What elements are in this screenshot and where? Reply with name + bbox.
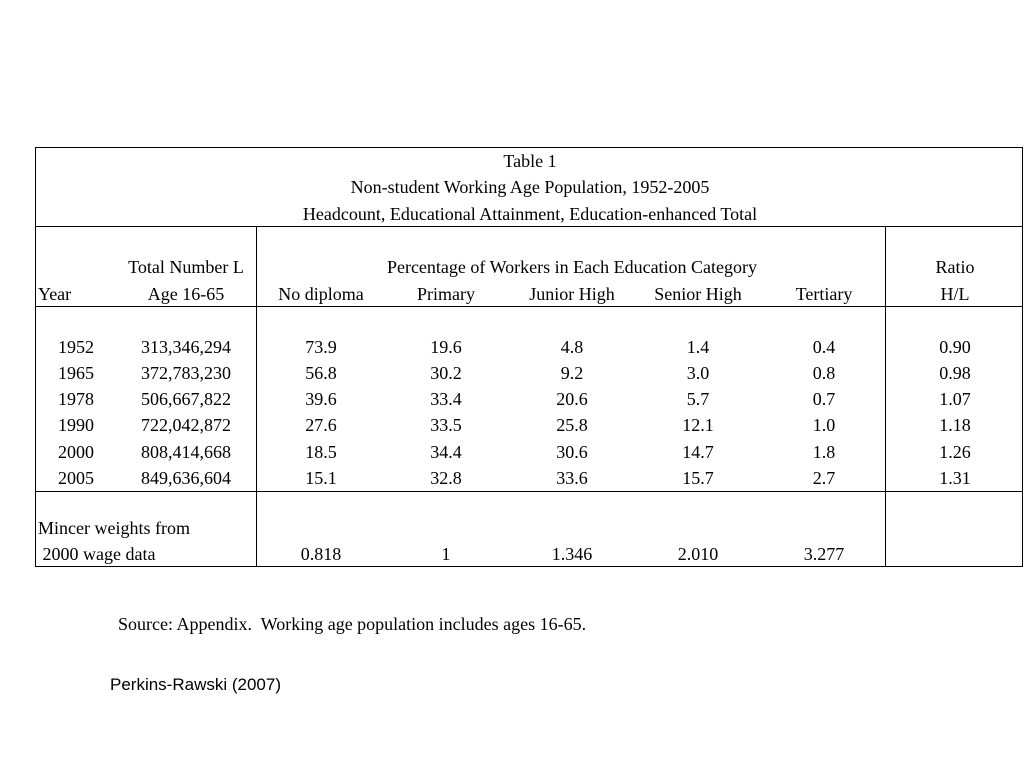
mincer-junior-high: 1.346 xyxy=(551,544,593,564)
header-ratio-line2: H/L xyxy=(940,284,970,304)
mincer-primary: 1 xyxy=(441,544,451,564)
cell-total: 722,042,872 xyxy=(141,415,231,435)
mincer-label-line1: Mincer weights from xyxy=(38,518,190,538)
table-subtitle: Non-student Working Age Population, 1952-2005 xyxy=(350,177,710,197)
cell-junior-high: 30.6 xyxy=(556,442,588,462)
cell-senior-high: 5.7 xyxy=(686,389,710,409)
cell-primary: 33.5 xyxy=(430,415,462,435)
rule-below-title xyxy=(35,226,1023,227)
cell-total: 849,636,604 xyxy=(141,468,231,488)
cell-no-diploma: 56.8 xyxy=(305,363,337,383)
cell-ratio: 0.90 xyxy=(939,337,971,357)
header-ratio-line1: Ratio xyxy=(935,257,975,277)
cell-senior-high: 14.7 xyxy=(682,442,714,462)
cell-ratio: 1.31 xyxy=(939,468,971,488)
cell-junior-high: 25.8 xyxy=(556,415,588,435)
header-junior-high: Junior High xyxy=(529,284,615,304)
cell-total: 372,783,230 xyxy=(141,363,231,383)
cell-no-diploma: 27.6 xyxy=(305,415,337,435)
header-no-diploma: No diploma xyxy=(278,284,364,304)
cell-no-diploma: 73.9 xyxy=(305,337,337,357)
cell-primary: 19.6 xyxy=(430,337,462,357)
cell-total: 506,667,822 xyxy=(141,389,231,409)
cell-senior-high: 1.4 xyxy=(686,337,710,357)
cell-ratio: 0.98 xyxy=(939,363,971,383)
header-total-line1: Total Number L xyxy=(128,257,244,277)
rule-left-of-percentages xyxy=(256,226,257,567)
cell-no-diploma: 39.6 xyxy=(305,389,337,409)
header-senior-high: Senior High xyxy=(654,284,742,304)
cell-primary: 30.2 xyxy=(430,363,462,383)
cell-junior-high: 4.8 xyxy=(560,337,584,357)
header-primary: Primary xyxy=(417,284,475,304)
rule-below-data xyxy=(35,491,1023,492)
cell-senior-high: 12.1 xyxy=(682,415,714,435)
cell-ratio: 1.18 xyxy=(939,415,971,435)
header-year: Year xyxy=(38,284,72,304)
rule-below-header xyxy=(35,306,1023,307)
cell-no-diploma: 18.5 xyxy=(305,442,337,462)
cell-year: 1965 xyxy=(58,363,94,383)
cell-ratio: 1.07 xyxy=(939,389,971,409)
cell-tertiary: 0.7 xyxy=(812,389,836,409)
header-percentage-group: Percentage of Workers in Each Education Category xyxy=(386,257,758,277)
cell-tertiary: 0.8 xyxy=(812,363,836,383)
cell-junior-high: 33.6 xyxy=(556,468,588,488)
cell-senior-high: 3.0 xyxy=(686,363,710,383)
cell-total: 313,346,294 xyxy=(141,337,231,357)
cell-tertiary: 1.0 xyxy=(812,415,836,435)
cell-primary: 33.4 xyxy=(430,389,462,409)
cell-primary: 32.8 xyxy=(430,468,462,488)
cell-tertiary: 1.8 xyxy=(812,442,836,462)
cell-year: 2005 xyxy=(58,468,94,488)
cell-junior-high: 9.2 xyxy=(560,363,584,383)
cell-year: 1990 xyxy=(58,415,94,435)
mincer-tertiary: 3.277 xyxy=(803,544,845,564)
cell-total: 808,414,668 xyxy=(141,442,231,462)
header-tertiary: Tertiary xyxy=(795,284,853,304)
rule-left-of-ratio xyxy=(885,226,886,567)
cell-primary: 34.4 xyxy=(430,442,462,462)
header-total-line2: Age 16-65 xyxy=(147,284,225,304)
table-title: Table 1 xyxy=(503,151,557,171)
cell-tertiary: 0.4 xyxy=(812,337,836,357)
cell-year: 2000 xyxy=(58,442,94,462)
cell-junior-high: 20.6 xyxy=(556,389,588,409)
mincer-label-line2: 2000 wage data xyxy=(38,544,156,564)
cell-year: 1952 xyxy=(58,337,94,357)
credit-line: Perkins-Rawski (2007) xyxy=(110,675,281,694)
cell-year: 1978 xyxy=(58,389,94,409)
cell-tertiary: 2.7 xyxy=(812,468,836,488)
cell-ratio: 1.26 xyxy=(939,442,971,462)
mincer-no-diploma: 0.818 xyxy=(300,544,342,564)
cell-senior-high: 15.7 xyxy=(682,468,714,488)
cell-no-diploma: 15.1 xyxy=(305,468,337,488)
source-note: Source: Appendix. Working age population includes ages 16-65. xyxy=(118,614,587,634)
mincer-senior-high: 2.010 xyxy=(677,544,719,564)
table-subtitle-2: Headcount, Educational Attainment, Education-enhanced Total xyxy=(302,204,758,224)
